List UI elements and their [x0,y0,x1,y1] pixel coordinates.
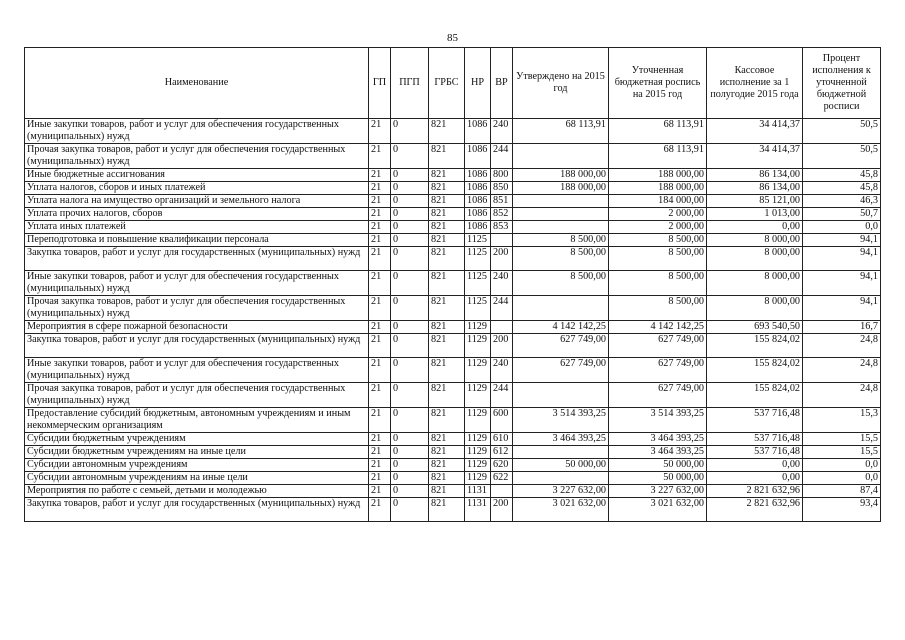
table-row [25,408,881,433]
cell-refined: 8 500,00 [609,271,707,296]
cell-gp: 21 [369,358,391,383]
cell-vr: 620 [491,459,513,472]
cell-percent: 0,0 [803,221,881,234]
cell-grbs: 821 [429,271,465,296]
cell-gp: 21 [369,498,391,522]
cell-refined: 68 113,91 [609,144,707,169]
cell-gp: 21 [369,208,391,221]
cell-grbs: 821 [429,208,465,221]
header-name: Наименование [25,48,369,119]
cell-grbs: 821 [429,472,465,485]
cell-np: 1125 [465,247,491,271]
cell-cash: 2 821 632,96 [707,498,803,522]
table-row [25,334,881,358]
cell-approved: 4 142 142,25 [513,321,609,334]
cell-name: Уплата налогов, сборов и иных платежей [25,182,369,195]
cell-gp: 21 [369,408,391,433]
cell-approved: 627 749,00 [513,334,609,358]
cell-name: Переподготовка и повышение квалификации персонала [25,234,369,247]
header-approved: Утверждено на 2015 год [513,48,609,119]
cell-cash: 8 000,00 [707,247,803,271]
cell-percent: 15,5 [803,433,881,446]
cell-approved: 3 514 393,25 [513,408,609,433]
cell-gp: 21 [369,169,391,182]
cell-name: Прочая закупка товаров, работ и услуг для обеспечения государственных (муниципальных) нужд [25,383,369,408]
cell-cash: 8 000,00 [707,234,803,247]
cell-vr: 600 [491,408,513,433]
cell-pgp: 0 [391,433,429,446]
table-row [25,208,881,221]
table-row [25,485,881,498]
cell-refined: 188 000,00 [609,169,707,182]
cell-approved [513,383,609,408]
cell-percent: 16,7 [803,321,881,334]
cell-name: Субсидии автономным учреждениям [25,459,369,472]
cell-np: 1129 [465,459,491,472]
cell-vr: 244 [491,383,513,408]
table-row [25,498,881,522]
budget-execution-table [24,47,881,522]
header-gp: ГП [369,48,391,119]
table-row [25,271,881,296]
cell-cash: 537 716,48 [707,446,803,459]
cell-percent: 50,5 [803,144,881,169]
table-row [25,234,881,247]
cell-pgp: 0 [391,169,429,182]
table-row [25,383,881,408]
cell-refined: 68 113,91 [609,119,707,144]
table-row [25,446,881,459]
cell-percent: 93,4 [803,498,881,522]
table-row [25,472,881,485]
cell-percent: 50,5 [803,119,881,144]
cell-vr: 240 [491,271,513,296]
cell-refined: 4 142 142,25 [609,321,707,334]
cell-cash: 34 414,37 [707,119,803,144]
cell-np: 1125 [465,271,491,296]
cell-np: 1129 [465,446,491,459]
cell-cash: 85 121,00 [707,195,803,208]
cell-pgp: 0 [391,182,429,195]
cell-np: 1129 [465,383,491,408]
cell-approved [513,221,609,234]
cell-gp: 21 [369,433,391,446]
cell-percent: 24,8 [803,358,881,383]
cell-gp: 21 [369,195,391,208]
cell-gp: 21 [369,119,391,144]
cell-percent: 15,5 [803,446,881,459]
cell-percent: 94,1 [803,247,881,271]
cell-name: Предоставление субсидий бюджетным, автономным учреждениям и иным некоммерческим организациям [25,408,369,433]
table-row [25,358,881,383]
cell-cash: 155 824,02 [707,334,803,358]
cell-approved: 68 113,91 [513,119,609,144]
cell-np: 1125 [465,234,491,247]
cell-approved: 3 227 632,00 [513,485,609,498]
cell-refined: 2 000,00 [609,208,707,221]
cell-cash: 0,00 [707,472,803,485]
cell-refined: 627 749,00 [609,334,707,358]
cell-refined: 3 464 393,25 [609,433,707,446]
cell-percent: 45,8 [803,182,881,195]
cell-pgp: 0 [391,383,429,408]
cell-approved [513,296,609,321]
cell-approved: 8 500,00 [513,271,609,296]
cell-np: 1131 [465,498,491,522]
cell-approved: 50 000,00 [513,459,609,472]
cell-percent: 15,3 [803,408,881,433]
cell-pgp: 0 [391,208,429,221]
cell-refined: 184 000,00 [609,195,707,208]
cell-percent: 0,0 [803,459,881,472]
table-header [25,48,881,119]
header-np: НР [465,48,491,119]
cell-grbs: 821 [429,321,465,334]
cell-name: Иные закупки товаров, работ и услуг для обеспечения государственных (муниципальных) нужд [25,271,369,296]
cell-approved: 3 464 393,25 [513,433,609,446]
cell-cash: 2 821 632,96 [707,485,803,498]
cell-cash: 86 134,00 [707,169,803,182]
cell-approved: 188 000,00 [513,182,609,195]
table-row [25,144,881,169]
cell-gp: 21 [369,334,391,358]
cell-grbs: 821 [429,182,465,195]
cell-np: 1086 [465,169,491,182]
cell-vr: 200 [491,247,513,271]
cell-gp: 21 [369,383,391,408]
cell-cash: 155 824,02 [707,358,803,383]
header-refined: Уточненная бюджетная роспись на 2015 год [609,48,707,119]
cell-pgp: 0 [391,485,429,498]
cell-refined: 50 000,00 [609,472,707,485]
cell-cash: 693 540,50 [707,321,803,334]
cell-refined: 627 749,00 [609,383,707,408]
cell-np: 1086 [465,144,491,169]
cell-refined: 188 000,00 [609,182,707,195]
cell-grbs: 821 [429,459,465,472]
cell-vr [491,321,513,334]
cell-pgp: 0 [391,271,429,296]
cell-percent: 0,0 [803,472,881,485]
cell-gp: 21 [369,234,391,247]
cell-name: Уплата иных платежей [25,221,369,234]
cell-pgp: 0 [391,358,429,383]
cell-approved [513,195,609,208]
cell-pgp: 0 [391,119,429,144]
cell-name: Мероприятия по работе с семьей, детьми и молодежью [25,485,369,498]
cell-vr: 244 [491,144,513,169]
cell-name: Уплата прочих налогов, сборов [25,208,369,221]
header-grbs: ГРБС [429,48,465,119]
cell-percent: 94,1 [803,296,881,321]
cell-grbs: 821 [429,498,465,522]
cell-gp: 21 [369,144,391,169]
cell-grbs: 821 [429,144,465,169]
page-number: 85 [447,32,458,44]
cell-percent: 24,8 [803,383,881,408]
cell-approved: 188 000,00 [513,169,609,182]
cell-np: 1129 [465,358,491,383]
cell-refined: 3 464 393,25 [609,446,707,459]
table-row [25,169,881,182]
cell-refined: 627 749,00 [609,358,707,383]
cell-grbs: 821 [429,296,465,321]
table-row [25,195,881,208]
cell-cash: 537 716,48 [707,408,803,433]
cell-approved [513,144,609,169]
cell-grbs: 821 [429,485,465,498]
cell-grbs: 821 [429,358,465,383]
cell-name: Субсидии автономным учреждениям на иные цели [25,472,369,485]
cell-approved [513,446,609,459]
cell-cash: 34 414,37 [707,144,803,169]
cell-name: Закупка товаров, работ и услуг для государственных (муниципальных) нужд [25,247,369,271]
cell-cash: 0,00 [707,459,803,472]
cell-gp: 21 [369,459,391,472]
cell-percent: 24,8 [803,334,881,358]
cell-gp: 21 [369,485,391,498]
table-row [25,119,881,144]
cell-vr: 622 [491,472,513,485]
cell-name: Иные закупки товаров, работ и услуг для обеспечения государственных (муниципальных) нужд [25,358,369,383]
cell-grbs: 821 [429,169,465,182]
cell-gp: 21 [369,446,391,459]
cell-cash: 8 000,00 [707,296,803,321]
cell-approved: 627 749,00 [513,358,609,383]
cell-pgp: 0 [391,247,429,271]
header-percent: Процент исполнения к уточненной бюджетной росписи [803,48,881,119]
table-row [25,459,881,472]
cell-name: Иные бюджетные ассигнования [25,169,369,182]
cell-name: Уплата налога на имущество организаций и земельного налога [25,195,369,208]
cell-name: Прочая закупка товаров, работ и услуг для обеспечения государственных (муниципальных) нужд [25,144,369,169]
cell-vr: 851 [491,195,513,208]
cell-refined: 3 227 632,00 [609,485,707,498]
cell-np: 1086 [465,208,491,221]
cell-grbs: 821 [429,247,465,271]
cell-name: Мероприятия в сфере пожарной безопасности [25,321,369,334]
header-vr: ВР [491,48,513,119]
cell-cash: 537 716,48 [707,433,803,446]
cell-grbs: 821 [429,446,465,459]
cell-pgp: 0 [391,321,429,334]
cell-grbs: 821 [429,433,465,446]
cell-vr: 612 [491,446,513,459]
cell-name: Иные закупки товаров, работ и услуг для обеспечения государственных (муниципальных) нужд [25,119,369,144]
cell-cash: 0,00 [707,221,803,234]
cell-vr: 240 [491,119,513,144]
cell-name: Закупка товаров, работ и услуг для государственных (муниципальных) нужд [25,498,369,522]
cell-percent: 94,1 [803,271,881,296]
cell-percent: 94,1 [803,234,881,247]
cell-refined: 8 500,00 [609,296,707,321]
cell-pgp: 0 [391,472,429,485]
cell-np: 1129 [465,433,491,446]
cell-pgp: 0 [391,498,429,522]
cell-vr: 852 [491,208,513,221]
cell-grbs: 821 [429,234,465,247]
cell-refined: 3 514 393,25 [609,408,707,433]
cell-name: Субсидии бюджетным учреждениям [25,433,369,446]
cell-refined: 2 000,00 [609,221,707,234]
cell-vr [491,234,513,247]
cell-np: 1086 [465,119,491,144]
cell-gp: 21 [369,296,391,321]
cell-percent: 45,8 [803,169,881,182]
cell-vr: 244 [491,296,513,321]
cell-cash: 8 000,00 [707,271,803,296]
cell-pgp: 0 [391,296,429,321]
header-row [25,48,881,119]
cell-name: Закупка товаров, работ и услуг для государственных (муниципальных) нужд [25,334,369,358]
cell-vr [491,485,513,498]
cell-vr: 200 [491,498,513,522]
cell-vr: 853 [491,221,513,234]
cell-refined: 3 021 632,00 [609,498,707,522]
cell-name: Прочая закупка товаров, работ и услуг для обеспечения государственных (муниципальных) нужд [25,296,369,321]
cell-vr: 200 [491,334,513,358]
cell-vr: 240 [491,358,513,383]
cell-vr: 610 [491,433,513,446]
cell-refined: 50 000,00 [609,459,707,472]
cell-np: 1129 [465,321,491,334]
table-row [25,321,881,334]
cell-cash: 86 134,00 [707,182,803,195]
cell-percent: 46,3 [803,195,881,208]
cell-cash: 155 824,02 [707,383,803,408]
cell-cash: 1 013,00 [707,208,803,221]
cell-np: 1131 [465,485,491,498]
cell-gp: 21 [369,271,391,296]
cell-percent: 87,4 [803,485,881,498]
cell-np: 1125 [465,296,491,321]
table-row [25,221,881,234]
cell-pgp: 0 [391,408,429,433]
cell-vr: 850 [491,182,513,195]
cell-approved [513,208,609,221]
header-cash: Кассовое исполнение за 1 полугодие 2015 года [707,48,803,119]
table-row [25,182,881,195]
cell-pgp: 0 [391,144,429,169]
cell-vr: 800 [491,169,513,182]
cell-np: 1086 [465,221,491,234]
header-pgp: ПГП [391,48,429,119]
cell-np: 1086 [465,195,491,208]
cell-np: 1129 [465,334,491,358]
cell-gp: 21 [369,182,391,195]
cell-approved: 3 021 632,00 [513,498,609,522]
cell-pgp: 0 [391,446,429,459]
cell-gp: 21 [369,221,391,234]
cell-gp: 21 [369,472,391,485]
cell-refined: 8 500,00 [609,234,707,247]
table-row [25,433,881,446]
table-row [25,247,881,271]
cell-grbs: 821 [429,408,465,433]
cell-approved: 8 500,00 [513,234,609,247]
cell-gp: 21 [369,247,391,271]
cell-grbs: 821 [429,221,465,234]
cell-grbs: 821 [429,383,465,408]
table-body [25,119,881,522]
cell-np: 1129 [465,472,491,485]
cell-pgp: 0 [391,234,429,247]
table-row [25,296,881,321]
cell-pgp: 0 [391,459,429,472]
cell-approved [513,472,609,485]
cell-approved: 8 500,00 [513,247,609,271]
cell-grbs: 821 [429,195,465,208]
cell-name: Субсидии бюджетным учреждениям на иные цели [25,446,369,459]
cell-pgp: 0 [391,334,429,358]
cell-np: 1086 [465,182,491,195]
cell-grbs: 821 [429,334,465,358]
cell-percent: 50,7 [803,208,881,221]
cell-grbs: 821 [429,119,465,144]
cell-gp: 21 [369,321,391,334]
cell-refined: 8 500,00 [609,247,707,271]
cell-np: 1129 [465,408,491,433]
cell-pgp: 0 [391,195,429,208]
cell-pgp: 0 [391,221,429,234]
